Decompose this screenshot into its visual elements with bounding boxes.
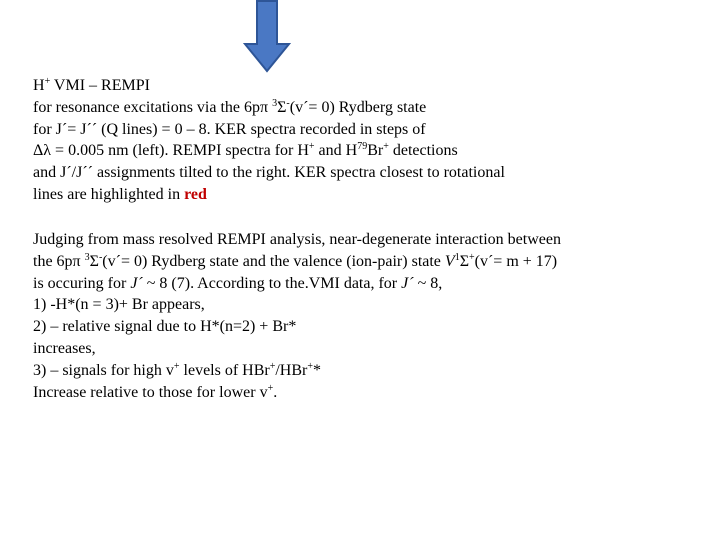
heading-line — [33, 75, 693, 97]
superscript: + — [44, 76, 51, 87]
text-run: lines are highlighted in — [33, 185, 185, 203]
text-line — [33, 140, 693, 162]
superscript: 3 — [272, 97, 278, 109]
text-run: H — [33, 77, 45, 94]
superscript: 79 — [357, 141, 368, 153]
text-run: levels of HBr — [179, 361, 270, 379]
superscript: - — [98, 251, 103, 263]
list-item — [33, 316, 693, 338]
analysis-paragraph — [33, 229, 693, 403]
superscript: + — [269, 360, 276, 372]
down-arrow-icon — [242, 0, 292, 74]
text-run: (v´= 0) Rydberg state and the valence (ion-pair) state — [102, 252, 445, 270]
superscript: + — [267, 382, 274, 394]
text-line — [33, 119, 693, 141]
text-run: Increase relative to those for lower v — [33, 383, 268, 401]
text-run: ~ 8, — [413, 274, 443, 292]
text-run: 2) – relative signal due to H*(n=2) + Br* — [33, 318, 297, 336]
text-run: 1) -H*(n = 3)+ Br appears, — [33, 296, 205, 314]
text-line — [33, 273, 693, 295]
text-run: VMI – REMPI — [50, 77, 150, 94]
list-item — [33, 294, 693, 316]
text-line — [33, 382, 693, 404]
text-run: increases, — [33, 339, 96, 357]
text-run: Δλ = 0.005 nm (left). REMPI spectra for H — [33, 142, 309, 160]
text-run: and J´/J´´ assignments tilted to the right. KER spectra closest to rotational — [33, 164, 505, 182]
text-run-italic: V — [444, 252, 455, 270]
text-line — [33, 251, 693, 273]
superscript: + — [469, 251, 475, 263]
superscript: 1 — [454, 251, 460, 263]
text-run: . — [273, 383, 278, 401]
text-run: for resonance excitations via the 6pπ — [33, 98, 273, 116]
text-run: is occuring for — [33, 274, 131, 292]
text-run: Σ — [277, 98, 287, 116]
superscript: - — [286, 97, 290, 109]
text-line — [33, 97, 693, 119]
text-line — [33, 162, 693, 184]
list-item — [33, 360, 693, 382]
text-run: the 6pπ — [33, 252, 85, 270]
text-run: Σ — [89, 252, 99, 270]
text-run: * — [313, 361, 321, 379]
text-run: detections — [388, 142, 458, 160]
text-run: and H — [314, 142, 358, 160]
text-run: Σ — [459, 252, 469, 270]
text-run: (v´= 0) Rydberg state — [289, 98, 427, 116]
text-run: (v´= m + 17) — [474, 252, 558, 270]
superscript: + — [173, 360, 180, 372]
text-line — [33, 229, 693, 251]
text-run-italic: J´ — [130, 274, 143, 292]
text-run: ~ 8 (7). According to the.VMI data, for — [142, 274, 402, 292]
text-run: for J´= J´´ (Q lines) = 0 – 8. KER spectra recorded in steps of — [33, 120, 426, 138]
description-paragraph — [33, 75, 693, 206]
text-line — [33, 338, 693, 360]
down-arrow-polygon — [245, 1, 289, 71]
text-run-italic: J´ — [401, 274, 414, 292]
text-run: /HBr — [275, 361, 308, 379]
superscript: + — [307, 360, 313, 372]
down-arrow-shape — [242, 0, 292, 74]
text-run: Br — [367, 142, 384, 160]
text-run: 3) – signals for high v — [33, 361, 174, 379]
superscript: 3 — [84, 251, 90, 263]
superscript: + — [308, 141, 315, 153]
highlight-red-word: red — [184, 185, 207, 203]
superscript: + — [383, 141, 389, 153]
text-run: Judging from mass resolved REMPI analysis, near-degenerate interaction between — [33, 231, 561, 248]
text-line — [33, 184, 693, 206]
